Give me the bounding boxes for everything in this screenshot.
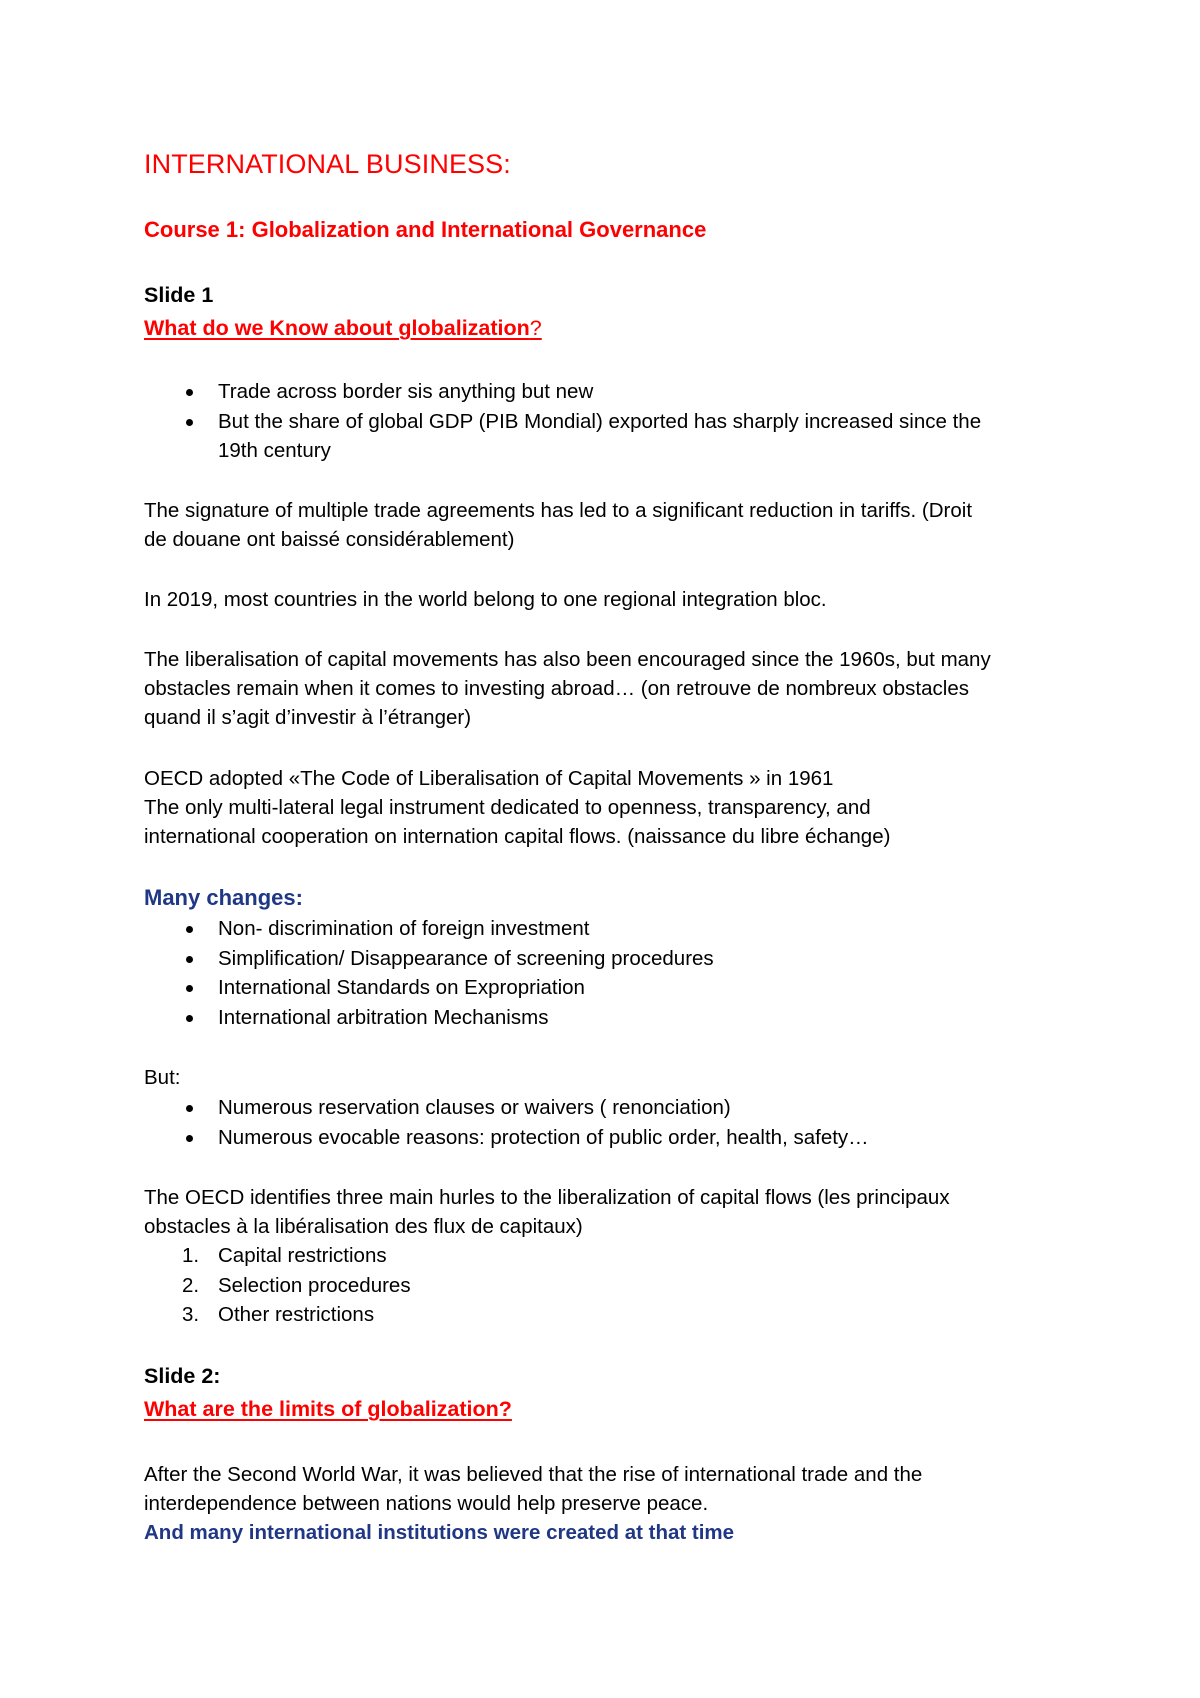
list-item: International arbitration Mechanisms	[144, 1003, 714, 1033]
paragraph-regional-bloc: In 2019, most countries in the world belong to one regional integration bloc.	[144, 588, 827, 611]
slide-1-label: Slide 1	[144, 283, 214, 307]
slide-1-heading	[144, 314, 542, 343]
paragraph-tariffs-1: The signature of multiple trade agreements has led to a significant reduction in tariffs. (Droit	[144, 499, 973, 522]
list-item: 1. Capital restrictions	[182, 1244, 387, 1267]
slide-1-heading-text: What do we Know about globalization	[144, 316, 530, 340]
list-item: 2. Selection procedures	[182, 1273, 411, 1297]
slide-2-heading: What are the limits of globalization?	[144, 1397, 512, 1421]
changes-bullet-list	[144, 914, 714, 1032]
bullet-icon	[186, 956, 193, 963]
paragraph-obstacles-2: obstacles à la libéralisation des flux de capitaux)	[144, 1215, 583, 1238]
bullet-icon	[186, 985, 193, 992]
bullet-icon	[186, 926, 193, 933]
bullet-icon	[186, 389, 193, 396]
bullet-icon	[186, 1015, 193, 1022]
document-title: INTERNATIONAL BUSINESS:	[144, 149, 511, 179]
paragraph-tariffs-2: de douane ont baissé considérablement)	[144, 528, 515, 551]
document-page	[144, 0, 1064, 1698]
paragraph-postwar-1: After the Second World War, it was believed that the rise of international trade and the	[144, 1463, 923, 1486]
list-item-continuation: 19th century	[218, 439, 331, 462]
slide-1-bullet-list	[144, 377, 981, 466]
paragraph-oecd-3: international cooperation on internation capital flows. (naissance du libre échange)	[144, 825, 891, 848]
list-item: 3. Other restrictions	[182, 1303, 375, 1326]
list-item: But the share of global GDP (PIB Mondial) exported has sharply increased since the	[144, 407, 981, 437]
list-item: Numerous reservation clauses or waivers ( renonciation)	[144, 1093, 869, 1123]
many-changes-heading: Many changes:	[144, 885, 303, 910]
bullet-icon	[186, 1135, 193, 1142]
list-item: Simplification/ Disappearance of screening procedures	[144, 944, 714, 974]
paragraph-liberalisation-3: quand il s’agit d’investir à l’étranger)	[144, 706, 472, 729]
paragraph-oecd-2: The only multi-lateral legal instrument dedicated to openness, transparency, and	[144, 796, 871, 819]
paragraph-liberalisation-2: obstacles remain when it comes to investing abroad… (on retrouve de nombreux obstacles	[144, 677, 969, 700]
institutions-line: And many international institutions were created at that time	[144, 1521, 735, 1544]
but-label: But:	[144, 1066, 181, 1089]
paragraph-liberalisation-1: The liberalisation of capital movements has also been encouraged since the 1960s, but many	[144, 648, 991, 671]
but-bullet-list	[144, 1093, 869, 1152]
paragraph-postwar-2: interdependence between nations would help preserve peace.	[144, 1492, 709, 1515]
paragraph-obstacles-1: The OECD identifies three main hurles to the liberalization of capital flows (les principaux	[144, 1186, 950, 1209]
list-item: Non- discrimination of foreign investment	[144, 914, 714, 944]
slide-2-label: Slide 2:	[144, 1364, 221, 1388]
list-item: Trade across border sis anything but new	[144, 377, 981, 407]
restrictions-numbered-list	[144, 1241, 411, 1330]
paragraph-oecd-1: OECD adopted «The Code of Liberalisation of Capital Movements » in 1961	[144, 767, 834, 790]
bullet-icon	[186, 1105, 193, 1112]
list-item: International Standards on Expropriation	[144, 973, 714, 1003]
slide-1-heading-qmark: ?	[529, 316, 542, 340]
bullet-icon	[186, 419, 193, 426]
list-item: Numerous evocable reasons: protection of public order, health, safety…	[144, 1123, 869, 1153]
course-title: Course 1: Globalization and International Governance	[144, 217, 707, 242]
